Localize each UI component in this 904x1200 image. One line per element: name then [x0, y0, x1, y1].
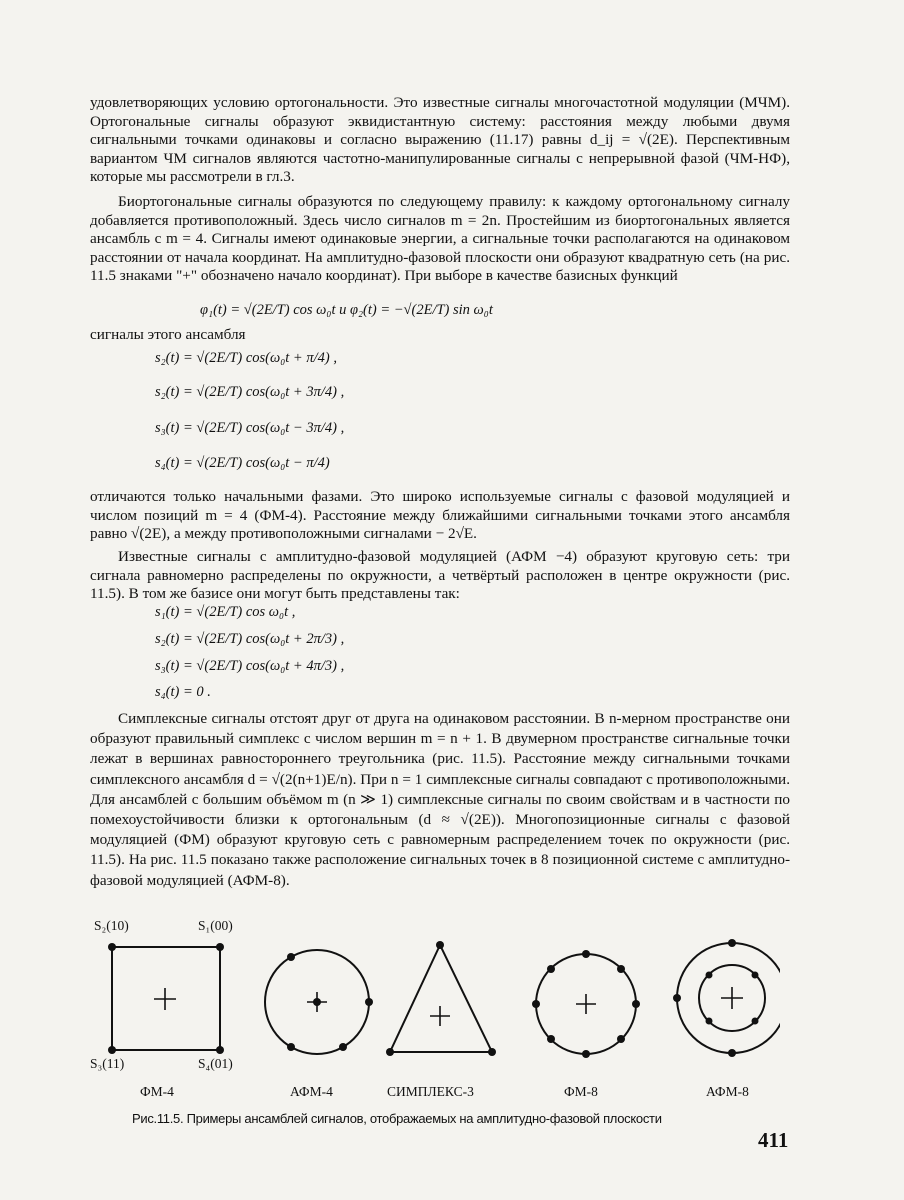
fm8-point-3	[582, 950, 590, 958]
afm8-inner-point-4	[706, 972, 713, 979]
paragraph-3: отличаются только начальными фазами. Это широко используемые сигналы с фазовой модуляцией и числом позиций m = 4 (ФМ-4). Расстояние между ближайшими сигнальными точками этого ансамбля равно √(2E), а между противоположными сигналами − 2√E.	[90, 488, 790, 543]
afm8-outer-point-4	[673, 994, 681, 1002]
basis-functions-formula: φ₁(t) = √(2E/T) cos ω₀t и φ₂(t) = −√(2E/T) sin ω₀t	[200, 302, 493, 318]
figure-caption: Рис.11.5. Примеры ансамблей сигналов, отображаемых на амплитудно-фазовой плоскости	[132, 1111, 662, 1126]
simplex-point-3	[488, 1048, 496, 1056]
afm4-point-4	[287, 953, 295, 961]
formula-fm4-3: s₃(t) = √(2E/T) cos(ω₀t − 3π/4) ,	[155, 420, 345, 436]
simplex-point-2	[386, 1048, 394, 1056]
formula-fm4-2: s₂(t) = √(2E/T) cos(ω₀t + 3π/4) ,	[155, 384, 345, 400]
formula-fm4-4: s₄(t) = √(2E/T) cos(ω₀t − π/4)	[155, 455, 330, 471]
afm4-point-center	[313, 998, 321, 1006]
afm8-inner-point-3	[706, 1018, 713, 1025]
fm4-point-s4	[216, 1046, 224, 1054]
paragraph-5: Симплексные сигналы отстоят друг от друга на одинаковом расстоянии. В n-мерном пространстве они образуют правильный симплекс с числом вершин m = n + 1. В двумерном пространстве сигнальные точки лежат в вершинах равностороннего треугольника (рис. 11.5). Расстояние между сигнальными точками симплексного ансамбля d = √(2(n+1)E/n). При n = 1 симплексные сигналы совпадают с противоположными. Для ансамблей с большим объёмом m (n ≫ 1) симплексные сигналы по своим свойствам и в частности по помехоустойчивости близки к ортогональным (d ≈ √(2E)). Многопозиционные сигналы с фазовой модуляцией (ФМ) образуют круговую сеть с равномерным распределением точек по окружности (рис. 11.5). На рис. 11.5 показано также расположение сигнальных точек в 8 позиционной системе с амплитудно-фазовой модуляцией (АФМ-8).	[90, 710, 790, 889]
diagram-label-fm4: ФМ-4	[140, 1084, 174, 1099]
paragraph-2: Биортогональные сигналы образуются по следующему правилу: к каждому ортогональному сигналу добавляется противоположный. Здесь число сигналов m = 2n. Простейшим из биортогональных является ансамбль с m = 4. Сигналы имеют одинаковые энергии, а сигнальные точки располагаются на одинаковом расстоянии от начала координат. На амплитудно-фазовой плоскости они образуют квадратную сеть (на рис. 11.5 знаками "+" обозначено начало координат). При выборе в качестве базисных функций	[90, 193, 790, 285]
label-s1: S₁(00)	[198, 918, 233, 933]
afm8-inner-point-2	[752, 1018, 759, 1025]
label-s2: S₂(10)	[94, 918, 129, 933]
diagram-label-afm8: АФМ-8	[706, 1084, 749, 1099]
afm8-outer-point-3	[728, 1049, 736, 1057]
afm8-inner-point-1	[752, 972, 759, 979]
constellation-diagrams	[80, 912, 780, 1112]
diagram-label-afm4: АФМ-4	[290, 1084, 333, 1099]
formula-afm4-4: s₄(t) = 0 .	[155, 684, 211, 700]
diagram-label-fm8: ФМ-8	[564, 1084, 598, 1099]
paragraph-2-tail: сигналы этого ансамбля	[90, 326, 246, 343]
formula-afm4-2: s₂(t) = √(2E/T) cos(ω₀t + 2π/3) ,	[155, 631, 345, 647]
afm4-point-1	[365, 998, 373, 1006]
label-s3: S₃(11)	[90, 1056, 125, 1071]
fm8-point-6	[547, 1035, 555, 1043]
fm8-point-4	[547, 965, 555, 973]
simplex-triangle	[390, 945, 492, 1052]
paragraph-4: Известные сигналы с амплитудно-фазовой модуляцией (АФМ −4) образуют круговую сеть: три сигнала равномерно распределены по окружности, а четвёртый расположен в центре окружности (рис. 11.5). В том же базисе они могут быть представлены так:	[90, 548, 790, 603]
afm8-outer-point-1	[728, 939, 736, 947]
fm4-point-s1	[216, 943, 224, 951]
fm8-point-2	[617, 965, 625, 973]
fm8-point-5	[532, 1000, 540, 1008]
simplex-point-1	[436, 941, 444, 949]
fm8-point-1	[632, 1000, 640, 1008]
afm4-point-3	[339, 1043, 347, 1051]
formula-afm4-3: s₃(t) = √(2E/T) cos(ω₀t + 4π/3) ,	[155, 658, 345, 674]
paragraph-1: удовлетворяющих условию ортогональности. Это известные сигналы многочастотной модуляции (МЧМ). Ортогональные сигналы образуют эквидистантную систему: расстояния между любыми двумя сигнальными точками одинаковы и согласно выражению (11.17) равны d_ij = √(2E). Перспективным вариантом ЧМ сигналов являются частотно-манипулированные сигналы с непрерывной фазой (ЧМ-НФ), которые мы рассмотрели в гл.3.	[90, 94, 790, 186]
afm4-point-2	[287, 1043, 295, 1051]
formula-afm4-1: s₁(t) = √(2E/T) cos ω₀t ,	[155, 604, 296, 620]
fm8-point-7	[582, 1050, 590, 1058]
fm8-point-8	[617, 1035, 625, 1043]
label-s4: S₄(01)	[198, 1056, 233, 1071]
page-number: 411	[758, 1128, 789, 1152]
fm4-point-s2	[108, 943, 116, 951]
fm4-point-s3	[108, 1046, 116, 1054]
formula-fm4-1: s₂(t) = √(2E/T) cos(ω₀t + π/4) ,	[155, 350, 337, 366]
diagram-label-simplex3: СИМПЛЕКС-3	[387, 1084, 474, 1099]
signal-constellations-figure	[80, 912, 780, 1112]
